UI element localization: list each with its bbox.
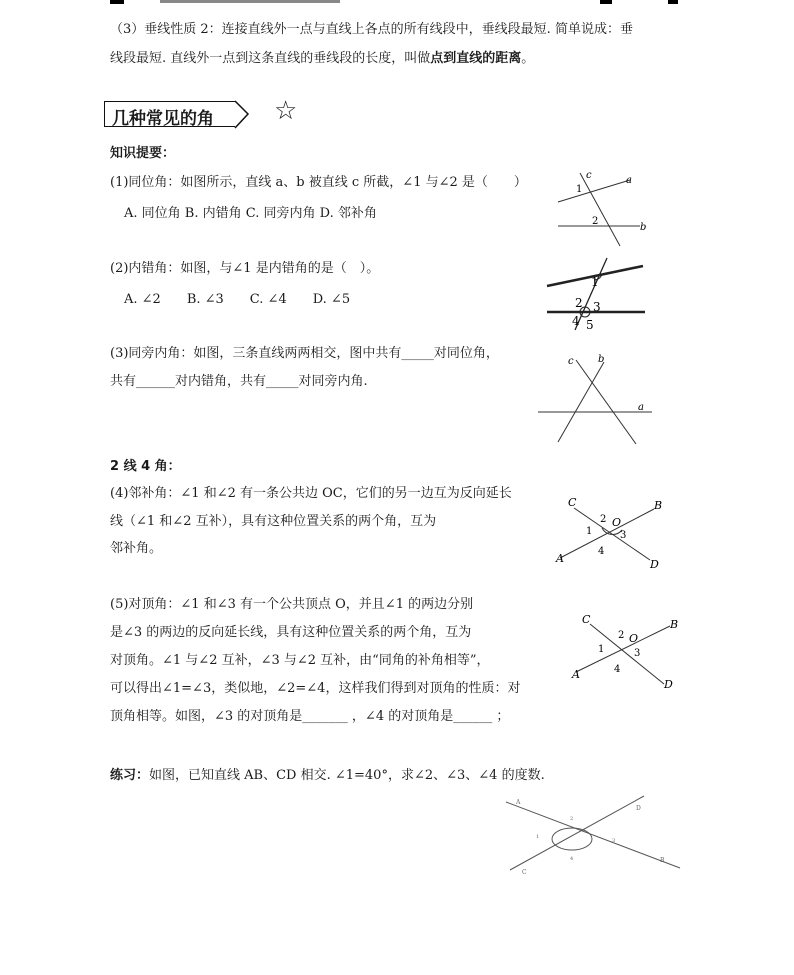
exercise-label-A: A — [516, 799, 521, 806]
q5-label-O: O — [629, 632, 639, 645]
exercise-label-C: C — [522, 869, 527, 876]
section-heading-arrow — [234, 100, 250, 130]
q2-options: A. ∠2 B. ∠3 C. ∠4 D. ∠5 — [124, 292, 351, 307]
q4-label-O: O — [612, 516, 622, 529]
q4-line-2: 线（∠1 和∠2 互补），具有这种位置关系的两个角，互为 — [110, 514, 437, 529]
q4-label-B: B — [654, 499, 663, 512]
q5-line-1: (5)对顶角：∠1 和∠3 有一个公共顶点 O，并且∠1 的两边分别 — [110, 597, 474, 612]
star-icon: ☆ — [274, 96, 298, 126]
q1-label-a: a — [626, 175, 632, 186]
q1-label-b: b — [640, 222, 647, 233]
q4-label-2: 2 — [600, 514, 607, 525]
q3-line-1: (3)同旁内角：如图，三条直线两两相交，图中共有_____对同位角， — [110, 346, 499, 361]
q4-line-3: 邻补角。 — [110, 541, 163, 556]
q5-line-2: 是∠3 的两边的反向延长线，具有这种位置关系的两个角，互为 — [110, 625, 472, 640]
q2-figure — [545, 254, 649, 332]
q4-label-3: 3 — [620, 530, 627, 541]
top-edge-mark — [668, 0, 678, 4]
q2-label-1: 1 — [591, 275, 599, 289]
exercise-label: 练习： — [110, 768, 150, 783]
q5-label-4: 4 — [614, 664, 621, 675]
intro-line-1: （3）垂线性质 2：连接直线外一点与直线上各点的所有线段中，垂线段最短. 简单说成：垂 — [110, 22, 633, 37]
q1-label-2: 2 — [592, 216, 599, 227]
intro-line-2-suffix: 。 — [521, 51, 535, 66]
q5-label-3: 3 — [634, 648, 641, 659]
exercise-label-1: 1 — [536, 834, 540, 840]
q3-figure — [536, 350, 656, 446]
q5-label-1: 1 — [598, 644, 605, 655]
q1-label-c: c — [586, 170, 592, 181]
intro-line-2 — [110, 47, 534, 66]
section-title: 几种常见的角 — [112, 109, 214, 129]
q1-options: A. 同位角 B. 内错角 C. 同旁内角 D. 邻补角 — [124, 206, 377, 221]
q5-label-2: 2 — [618, 630, 625, 641]
knowledge-title: 知识提要： — [110, 146, 176, 161]
q4-label-D: D — [650, 558, 659, 571]
q4-label-A: A — [556, 552, 564, 565]
exercise-label-2: 2 — [570, 816, 574, 822]
exercise-label-3: 3 — [612, 838, 616, 844]
q4-figure — [554, 492, 674, 572]
exercise-label-4: 4 — [570, 856, 574, 862]
exercise-label-D: D — [636, 805, 641, 812]
q1-figure — [548, 168, 658, 250]
q5-label-B: B — [670, 618, 679, 631]
q3-label-c: c — [568, 356, 574, 367]
top-edge-mark — [160, 0, 340, 3]
exercise-text: 如图，已知直线 AB、CD 相交. ∠1=40°，求∠2、∠3、∠4 的度数. — [149, 768, 545, 783]
q2-label-5: 5 — [586, 318, 594, 332]
q4-label-4: 4 — [598, 546, 605, 557]
q3-label-b: b — [598, 354, 605, 365]
q4-label-1: 1 — [586, 526, 593, 537]
top-edge-mark — [110, 0, 124, 4]
exercise-label-B: B — [660, 857, 665, 864]
exercise-line — [110, 764, 545, 783]
q5-label-D: D — [664, 678, 673, 691]
q2-label-3: 3 — [593, 300, 601, 314]
q5-line-4: 可以得出∠1=∠3，类似地，∠2=∠4，这样我们得到对顶角的性质：对 — [110, 681, 521, 696]
exercise-figure — [500, 792, 686, 876]
q2-label-2: 2 — [575, 296, 583, 310]
intro-line-2-bold: 点到直线的距离 — [430, 51, 522, 66]
q2-label-4: 4 — [572, 314, 580, 328]
q5-label-A: A — [572, 668, 580, 681]
top-edge-strip — [0, 0, 794, 6]
q1-label-1: 1 — [576, 184, 583, 195]
q3-line-2: 共有______对内错角，共有_____对同旁内角. — [110, 374, 368, 389]
two-lines-title: 2 线 4 角： — [110, 459, 181, 474]
q2-text: (2)内错角：如图，与∠1 是内错角的是（ ）。 — [110, 261, 380, 276]
q4-label-C: C — [568, 496, 577, 509]
q5-line-3: 对顶角。∠1 与∠2 互补，∠3 与∠2 互补，由“同角的补角相等”， — [110, 653, 490, 668]
q5-figure — [570, 612, 686, 692]
top-edge-mark — [600, 0, 612, 4]
q3-label-a: a — [638, 402, 644, 413]
q5-line-5: 顶角相等。如图，∠3 的对顶角是_______ ，∠4 的对顶角是______ ； — [110, 709, 510, 724]
q1-text: (1)同位角：如图所示，直线 a、b 被直线 c 所截，∠1 与∠2 是（ ） — [110, 175, 527, 190]
q5-label-C: C — [582, 613, 591, 626]
q4-line-1: (4)邻补角：∠1 和∠2 有一条公共边 OC，它们的另一边互为反向延长 — [110, 486, 512, 501]
intro-line-2-prefix: 线段最短. 直线外一点到这条直线的垂线段的长度，叫做 — [110, 51, 431, 66]
